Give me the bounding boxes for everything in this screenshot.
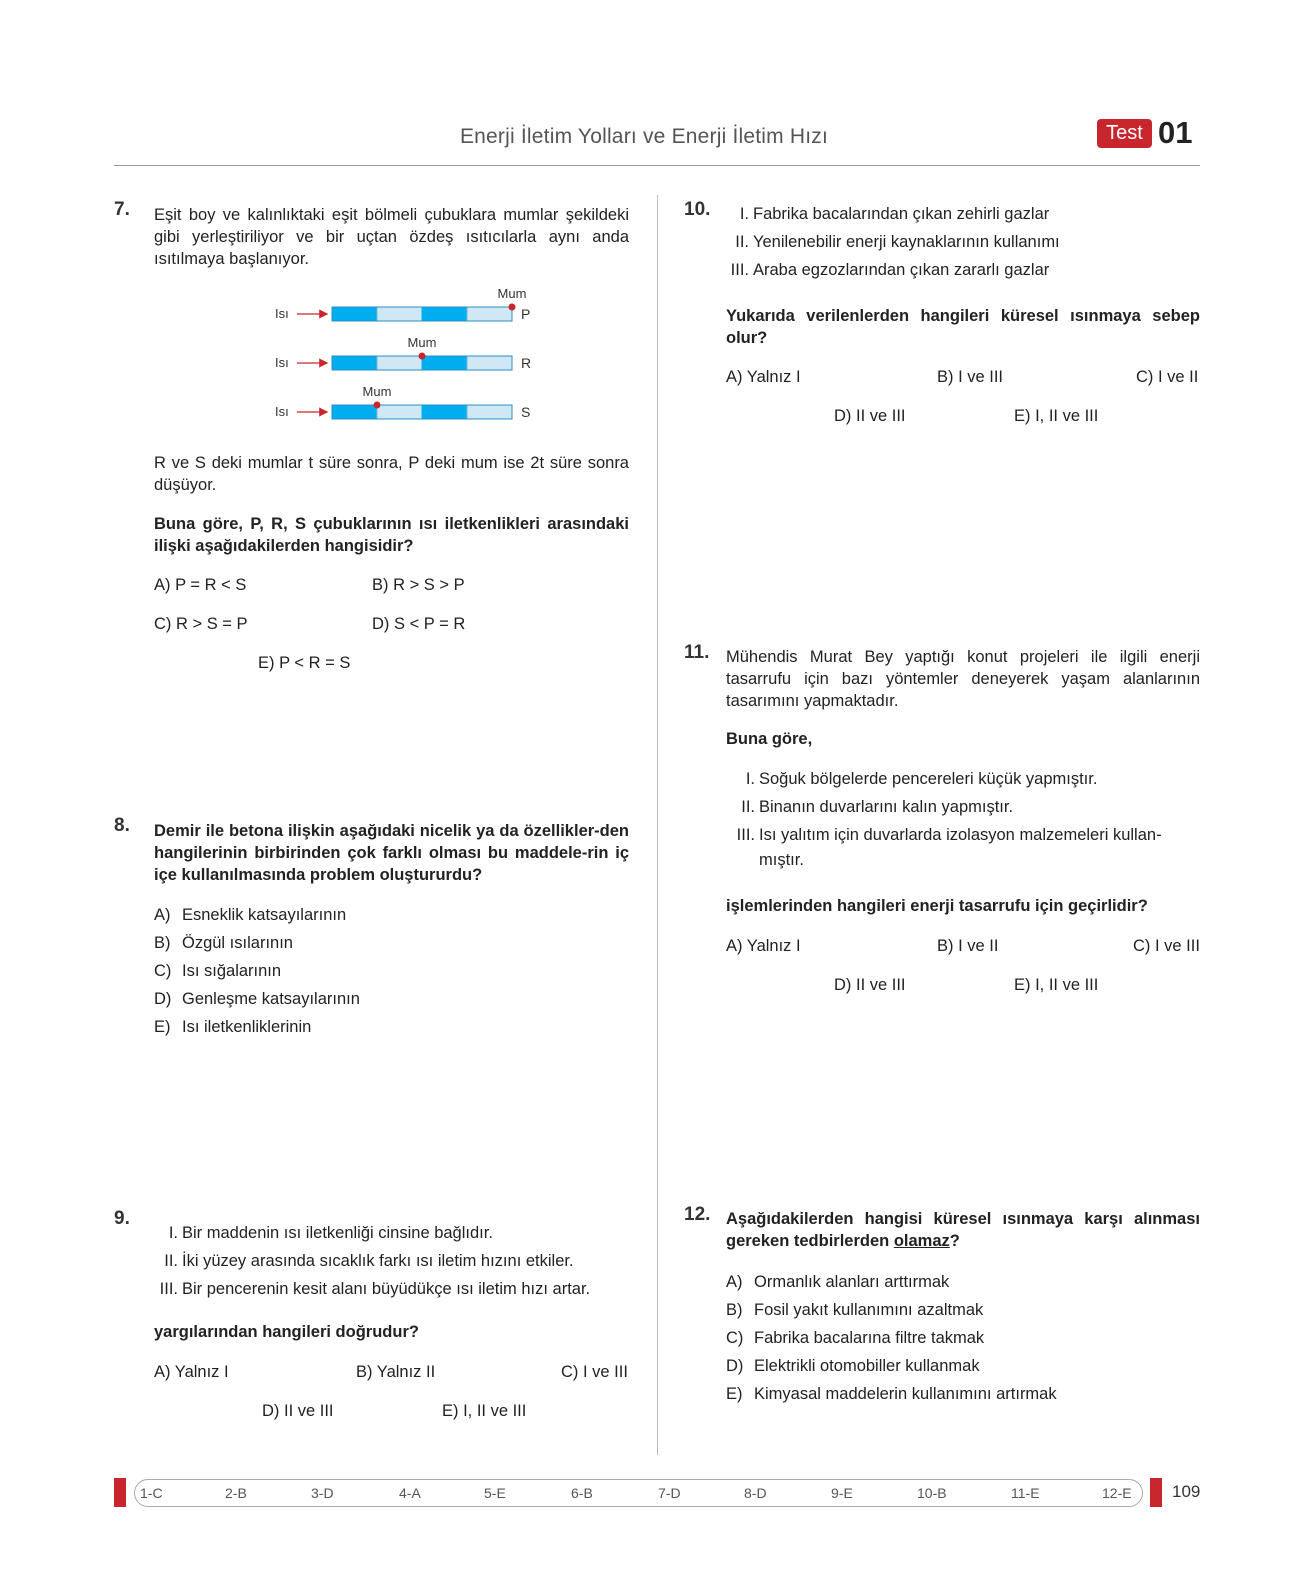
candle-R: [419, 353, 426, 360]
q10-statement-3: III. Araba egzozlarından çıkan zararlı gazlar: [730, 261, 1050, 279]
rod-R-segment: [332, 356, 377, 370]
q9-option-d[interactable]: D) II ve III: [262, 1402, 334, 1420]
question-10-number: 10.: [684, 199, 711, 220]
answer-key-item: 8-D: [744, 1485, 767, 1501]
q9-statement-2: II. İki yüzey arasında sıcaklık farkı ısı iletim hızını etkiler.: [164, 1252, 574, 1270]
question-12-options: [726, 1268, 1057, 1408]
rod-label-R: R: [521, 355, 532, 371]
question-11-prompt: işlemlerinden hangileri enerji tasarrufu için geçirlidir?: [726, 897, 1148, 915]
answer-key-item: 12-E: [1102, 1485, 1132, 1501]
page-number: 109: [1172, 1482, 1201, 1501]
candle-S: [374, 402, 381, 409]
q8-option-a[interactable]: A) Esneklik katsayılarının: [154, 906, 347, 924]
question-7-prompt: Buna göre, P, R, S çubuklarının ısı iletkenlikleri arasındaki ilişki aşağıdakilerden hangisidir?: [154, 515, 629, 555]
rod-R-segment: [422, 356, 467, 370]
rod-S-segment: [377, 405, 422, 419]
question-10-statements: [727, 200, 1197, 284]
answer-key-marker-right: [1150, 1478, 1162, 1507]
answer-key-item: 4-A: [399, 1485, 421, 1501]
rod-R-segment: [467, 356, 512, 370]
q7-option-b[interactable]: B) R > S > P: [372, 576, 465, 594]
question-7-number: 7.: [114, 199, 130, 220]
q10-statement-2: II. Yenilenebilir enerji kaynaklarının kullanımı: [735, 233, 1060, 251]
q10-option-c[interactable]: C) I ve II: [1136, 368, 1199, 386]
q11-option-a[interactable]: A) Yalnız I: [726, 937, 801, 955]
question-8-prompt: Demir ile betona ilişkin aşağıdaki nicelik ya da özellikler-den hangilerinin birbirinden çok farklı olması bu maddele-rin iç içe kullanılmasında problem oluştururdu?: [154, 822, 629, 884]
candle-label: Mum: [407, 335, 437, 350]
rod-S-segment: [422, 405, 467, 419]
test-badge: Test: [1097, 119, 1152, 148]
q11-option-e[interactable]: E) I, II ve III: [1014, 976, 1099, 994]
answer-key-item: 2-B: [225, 1485, 247, 1501]
candle-label: Mum: [362, 384, 392, 399]
q9-statement-1: I. Bir maddenin ısı iletkenliği cinsine bağlıdır.: [168, 1224, 493, 1242]
rod-R-segment: [377, 356, 422, 370]
rod-S-segment: [467, 405, 512, 419]
page-title: Enerji İletim Yolları ve Enerji İletim Hızı: [459, 125, 829, 148]
q9-option-c[interactable]: C) I ve III: [561, 1363, 628, 1381]
q12-option-b[interactable]: B) Fosil yakıt kullanımını azaltmak: [726, 1301, 984, 1319]
q10-option-d[interactable]: D) II ve III: [834, 407, 906, 425]
test-number: 01: [1158, 115, 1193, 150]
rod-P-segment: [377, 307, 422, 321]
answer-key-marker-left: [114, 1478, 126, 1507]
rod-heating-figure: [270, 288, 550, 428]
q9-option-b[interactable]: B) Yalnız II: [356, 1363, 436, 1381]
question-12-prompt: Aşağıdakilerden hangisi küresel ısınmaya karşı alınması gereken tedbirlerden olamaz?: [726, 1210, 1200, 1250]
q7-option-c[interactable]: C) R > S = P: [154, 615, 248, 633]
heat-label: Isı: [275, 404, 289, 419]
question-7-intro: Eşit boy ve kalınlıktaki eşit bölmeli çubuklara mumlar şekildeki gibi yerleştiriliyor ve bir uçtan özdeş ısıtıcılarla aynı anda ısıtılmaya başlanıyor.: [154, 206, 629, 268]
answer-key-item: 1-C: [140, 1485, 163, 1501]
column-divider: [657, 195, 658, 1455]
rod-P-segment: [332, 307, 377, 321]
q12-option-c[interactable]: C) Fabrika bacalarına filtre takmak: [726, 1329, 985, 1347]
heat-label: Isı: [275, 306, 289, 321]
question-10-prompt: Yukarıda verilenlerden hangileri küresel ısınmaya sebep olur?: [726, 307, 1200, 347]
question-11-intro: Mühendis Murat Bey yaptığı konut projeleri ile ilgili enerji tasarrufu için bazı yöntemler deneyerek yaşam alanlarının tasarımını yapmaktadır.: [726, 648, 1200, 710]
question-12-negation: olamaz: [893, 1232, 950, 1250]
rod-label-S: S: [521, 404, 531, 420]
q9-option-a[interactable]: A) Yalnız I: [154, 1363, 229, 1381]
rod-label-P: P: [521, 306, 531, 322]
q9-option-e[interactable]: E) I, II ve III: [442, 1402, 527, 1420]
answer-key-item: 10-B: [917, 1485, 947, 1501]
q8-option-e[interactable]: E) Isı iletkenliklerinin: [154, 1018, 312, 1036]
heat-label: Isı: [275, 355, 289, 370]
q12-option-e[interactable]: E) Kimyasal maddelerin kullanımını artırmak: [726, 1385, 1057, 1403]
q10-option-a[interactable]: A) Yalnız I: [726, 368, 801, 386]
rods-group: [275, 288, 531, 420]
q11-statement-1: I. Soğuk bölgelerde pencereleri küçük yapmıştır.: [745, 770, 1098, 788]
rod-P-segment: [467, 307, 512, 321]
question-11-statements: [733, 765, 1201, 871]
q11-statement-3-continued: mıştır.: [759, 851, 804, 869]
question-8-number: 8.: [114, 815, 130, 836]
answer-key-item: 5-E: [484, 1485, 506, 1501]
q7-option-a[interactable]: A) P = R < S: [154, 576, 247, 594]
q8-option-b[interactable]: B) Özgül ısılarının: [154, 934, 293, 952]
q10-option-b[interactable]: B) I ve III: [937, 368, 1004, 386]
q11-statement-2: II. Binanın duvarlarını kalın yapmıştır.: [741, 798, 1014, 816]
q8-option-d[interactable]: D) Genleşme katsayılarının: [154, 990, 360, 1008]
q11-option-b[interactable]: B) I ve II: [937, 937, 999, 955]
rod-S-segment: [332, 405, 377, 419]
header-divider: [114, 165, 1200, 166]
q11-option-c[interactable]: C) I ve III: [1133, 937, 1200, 955]
q12-option-d[interactable]: D) Elektrikli otomobiller kullanmak: [726, 1357, 980, 1375]
q10-statement-1: I. Fabrika bacalarından çıkan zehirli gazlar: [739, 205, 1050, 223]
answer-key-bar: [134, 1479, 1143, 1507]
rod-P-segment: [422, 307, 467, 321]
question-9-statements: [156, 1219, 636, 1303]
question-12-number: 12.: [684, 1204, 711, 1225]
answer-key-item: 11-E: [1011, 1485, 1040, 1501]
answer-key-item: 3-D: [311, 1485, 334, 1501]
q7-option-d[interactable]: D) S < P = R: [372, 615, 466, 633]
q7-option-e[interactable]: E) P < R = S: [258, 654, 351, 672]
q9-statement-3: III. Bir pencerenin kesit alanı büyüdükçe ısı iletim hızı artar.: [159, 1280, 591, 1298]
question-8-options: [154, 901, 360, 1041]
question-9-prompt: yargılarından hangileri doğrudur?: [154, 1323, 419, 1341]
q11-option-d[interactable]: D) II ve III: [834, 976, 906, 994]
question-11-number: 11.: [684, 642, 710, 663]
q8-option-c[interactable]: C) Isı sığalarının: [154, 962, 282, 980]
question-9-number: 9.: [114, 1208, 130, 1229]
candle-label: Mum: [497, 288, 527, 301]
question-7-observation: R ve S deki mumlar t süre sonra, P deki mum ise 2t süre sonra düşüyor.: [154, 454, 629, 494]
candle-P: [509, 304, 516, 311]
answer-key-item: 9-E: [831, 1485, 853, 1501]
answer-key-item: 7-D: [658, 1485, 681, 1501]
question-11-lead: Buna göre,: [726, 730, 813, 748]
q12-option-a[interactable]: A) Ormanlık alanları arttırmak: [726, 1273, 950, 1291]
answer-key-item: 6-B: [571, 1485, 593, 1501]
q11-statement-3: III. Isı yalıtım için duvarlarda izolasyon malzemeleri kullan-: [736, 826, 1162, 844]
q10-option-e[interactable]: E) I, II ve III: [1014, 407, 1099, 425]
